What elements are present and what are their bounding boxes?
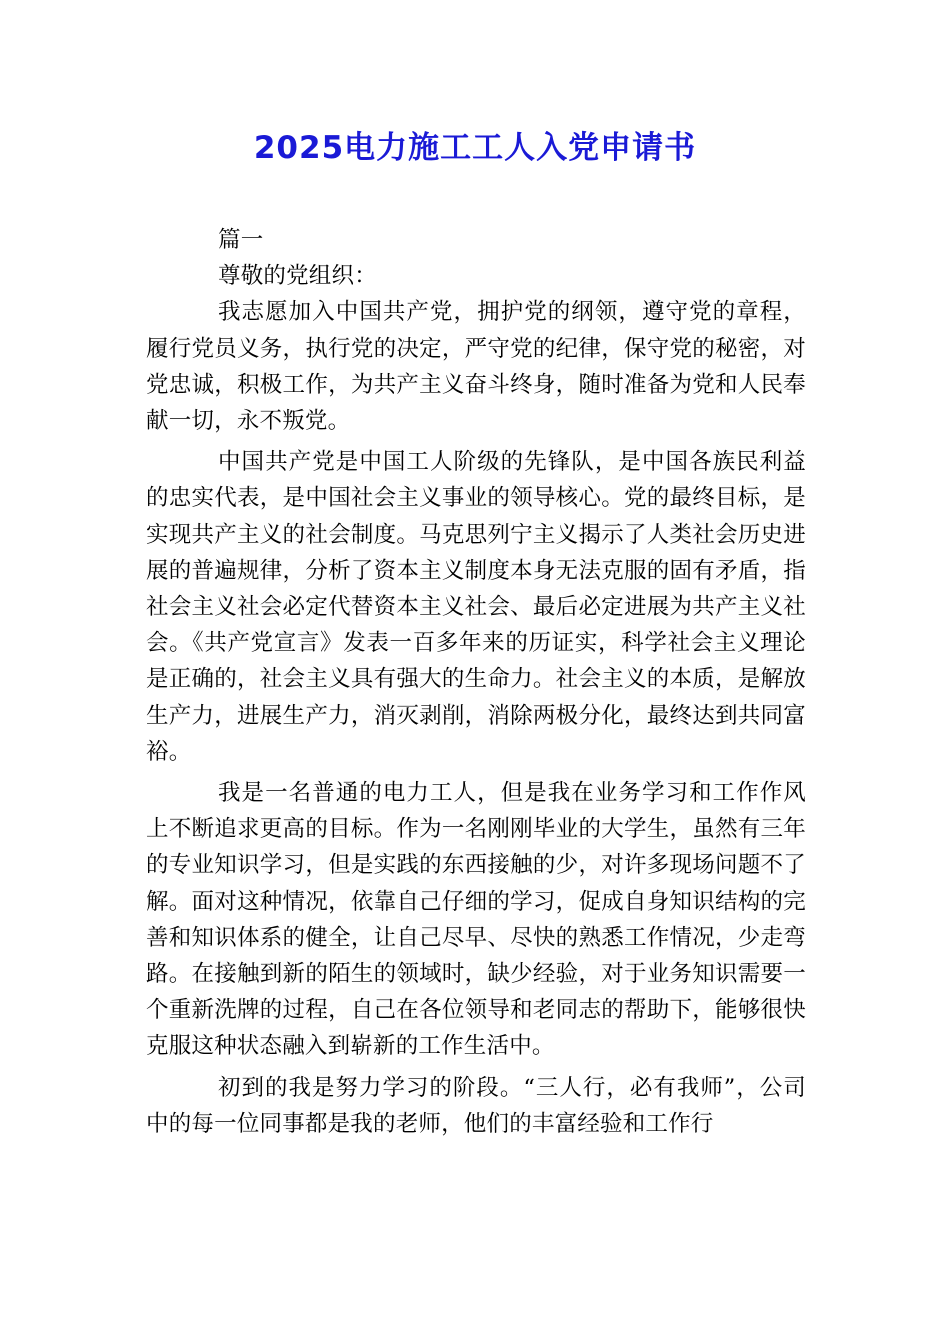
- document-title: 2025电力施工工人入党申请书: [253, 130, 697, 166]
- paragraph-2: 中国共产党是中国工人阶级的先锋队，是中国各族民利益的忠实代表，是中国社会主义事业的领导核心。党的最终目标，是实现共产主义的社会制度。马克思列宁主义揭示了人类社会历史进展的普遍规律，分析了资本主义制度本身无法克服的固有矛盾，指社会主义社会必定代替资本主义社会、最后必定进展为共产主义社会。《共产党宣言》发表一百多年来的历证实，科学社会主义理论是正确的，社会主义具有强大的生命力。社会主义的本质，是解放生产力，进展生产力，消灭剥削，消除两极分化，最终达到共同富裕。: [146, 449, 806, 765]
- paragraph-4: 初到的我是努力学习的阶段。“三人行，必有我师”，公司中的每一位同事都是我的老师，他们的丰富经验和工作行: [146, 1074, 806, 1137]
- paragraph-1: 我志愿加入中国共产党，拥护党的纲领，遵守党的章程，履行党员义务，执行党的决定，严守党的纪律，保守党的秘密，对党忠诚，积极工作，为共产主义奋斗终身，随时准备为党和人民奉献一切，永不叛党。: [146, 299, 806, 435]
- section-label: 篇一: [218, 227, 264, 253]
- paragraph-3: 我是一名普通的电力工人，但是我在业务学习和工作作风上不断追求更高的目标。作为一名刚刚毕业的大学生，虽然有三年的专业知识学习，但是实践的东西接触的少，对许多现场问题不了解。面对这种情况，依靠自己仔细的学习，促成自身知识结构的完善和知识体系的健全，让自己尽早、尽快的熟悉工作情况，少走弯路。在接触到新的陌生的领域时，缺少经验，对于业务知识需要一个重新洗牌的过程，自己在各位领导和老同志的帮助下，能够很快克服这种状态融入到崭新的工作生活中。: [146, 780, 806, 1060]
- salutation: 尊敬的党组织：: [218, 263, 377, 290]
- document-body: [146, 222, 806, 1142]
